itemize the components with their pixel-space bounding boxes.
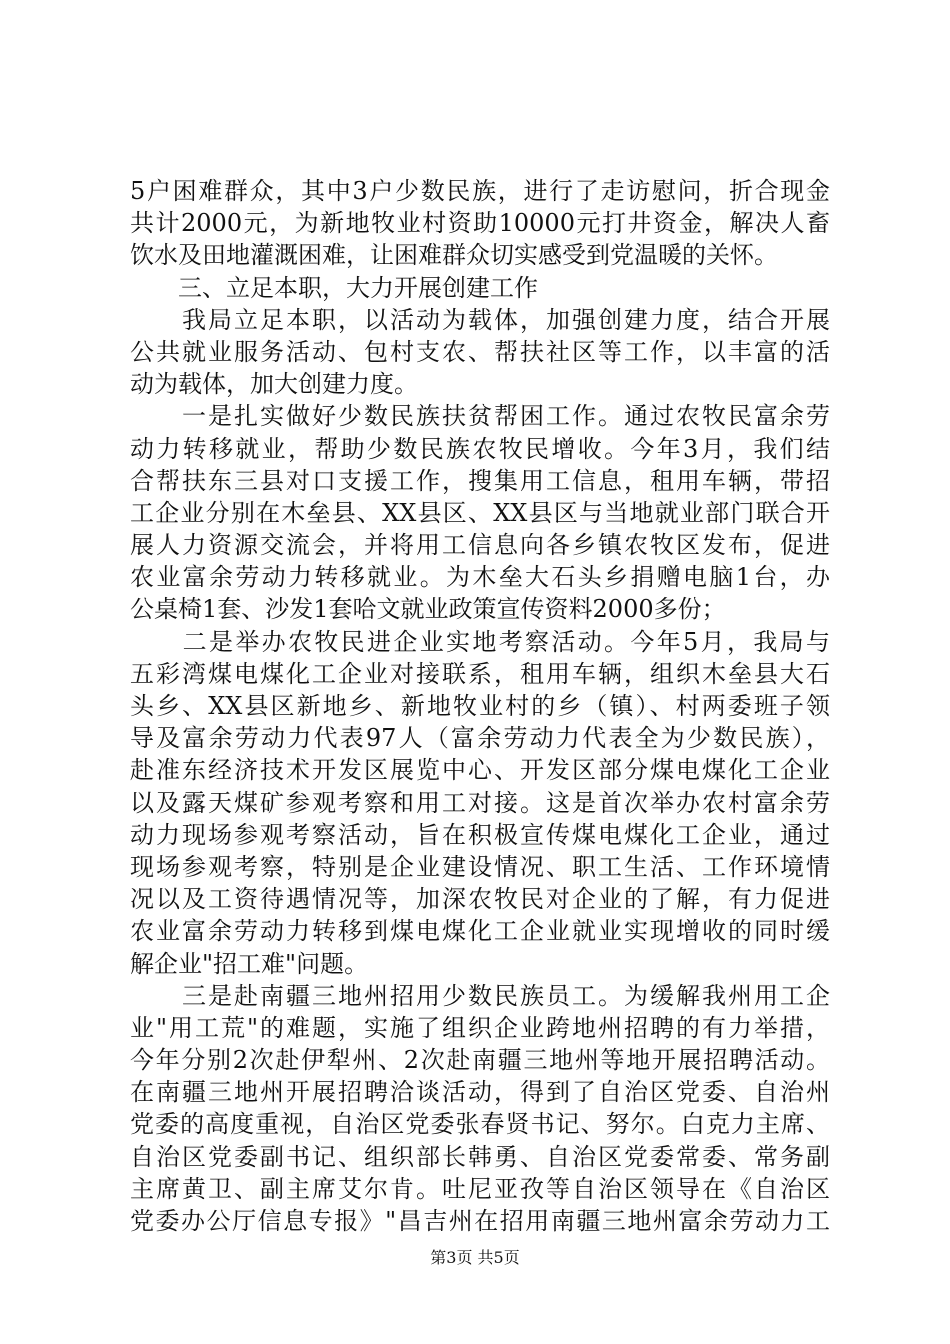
text-line: 现场参观考察，特别是企业建设情况、职工生活、工作环境情 (130, 852, 830, 881)
document-body (130, 175, 830, 1237)
text-line: 5户困难群众，其中3户少数民族，进行了走访慰问，折合现金 (130, 177, 830, 205)
text-line: 展人力资源交流会，并将用工信息向各乡镇农牧区发布，促进 (130, 531, 830, 560)
text-line: 况以及工资待遇情况等，加深农牧民对企业的了解，有力促进 (130, 885, 830, 914)
text-line: 导及富余劳动力代表97人（富余劳动力代表全为少数民族）， (130, 724, 830, 753)
text-line: 动为载体，加大创建力度。 (130, 370, 418, 399)
text-line: 今年分别2次赴伊犁州、2次赴南疆三地州等地开展招聘活动。 (130, 1046, 830, 1075)
text-line: 动力现场参观考察活动，旨在积极宣传煤电煤化工企业，通过 (130, 820, 830, 849)
text-line: 主席黄卫、副主席艾尔肯。吐尼亚孜等自治区领导在《自治区 (130, 1174, 830, 1203)
text-line: 赴准东经济技术开发区展览中心、开发区部分煤电煤化工企业 (130, 756, 830, 785)
text-line: 公共就业服务活动、包村支农、帮扶社区等工作，以丰富的活 (130, 337, 830, 366)
text-line: 解企业"招工难"问题。 (130, 949, 369, 978)
text-line: 业"用工荒"的难题，实施了组织企业跨地州招聘的有力举措， (130, 1013, 830, 1042)
text-line: 二是举办农牧民进企业实地考察活动。今年5月，我局与 (130, 627, 830, 656)
text-line: 饮水及田地灌溉困难，让困难群众切实感受到党温暖的关怀。 (130, 241, 778, 270)
text-line: 合帮扶东三县对口支援工作，搜集用工信息，租用车辆，带招 (130, 466, 830, 495)
text-line: 头乡、XX县区新地乡、新地牧业村的乡（镇）、村两委班子领 (130, 692, 830, 720)
page-footer: 第3页 共5页 (430, 1248, 520, 1267)
text-line: 党委的高度重视，自治区党委张春贤书记、努尔。白克力主席、 (130, 1110, 830, 1139)
text-line: 动力转移就业，帮助少数民族农牧民增收。今年3月，我们结 (130, 434, 830, 463)
text-line: 以及露天煤矿参观考察和用工对接。这是首次举办农村富余劳 (130, 788, 830, 817)
text-line: 自治区党委副书记、组织部长韩勇、自治区党委常委、常务副 (130, 1142, 830, 1171)
text-line: 工企业分别在木垒县、XX县区、XX县区与当地就业部门联合开 (130, 498, 830, 527)
text-line: 农业富余劳动力转移就业。为木垒大石头乡捐赠电脑1台，办 (130, 563, 830, 592)
text-line: 党委办公厅信息专报》"昌吉州在招用南疆三地州富余劳动力工 (130, 1207, 830, 1235)
text-line: 在南疆三地州开展招聘洽谈活动，得到了自治区党委、自治州 (130, 1078, 830, 1107)
text-line: 我局立足本职，以活动为载体，加强创建力度，结合开展 (130, 305, 830, 334)
text-line: 一是扎实做好少数民族扶贫帮困工作。通过农牧民富余劳 (130, 402, 830, 431)
text-line: 共计2000元，为新地牧业村资助10000元打井资金，解决人畜 (130, 209, 830, 238)
text-line: 五彩湾煤电煤化工企业对接联系，租用车辆，组织木垒县大石 (130, 659, 830, 688)
text-line: 三、立足本职，大力开展创建工作 (130, 273, 538, 302)
text-line: 三是赴南疆三地州招用少数民族员工。为缓解我州用工企 (130, 981, 830, 1010)
text-line: 农业富余劳动力转移到煤电煤化工企业就业实现增收的同时缓 (130, 917, 830, 946)
text-line: 公桌椅1套、沙发1套哈文就业政策宣传资料2000多份； (130, 595, 726, 624)
